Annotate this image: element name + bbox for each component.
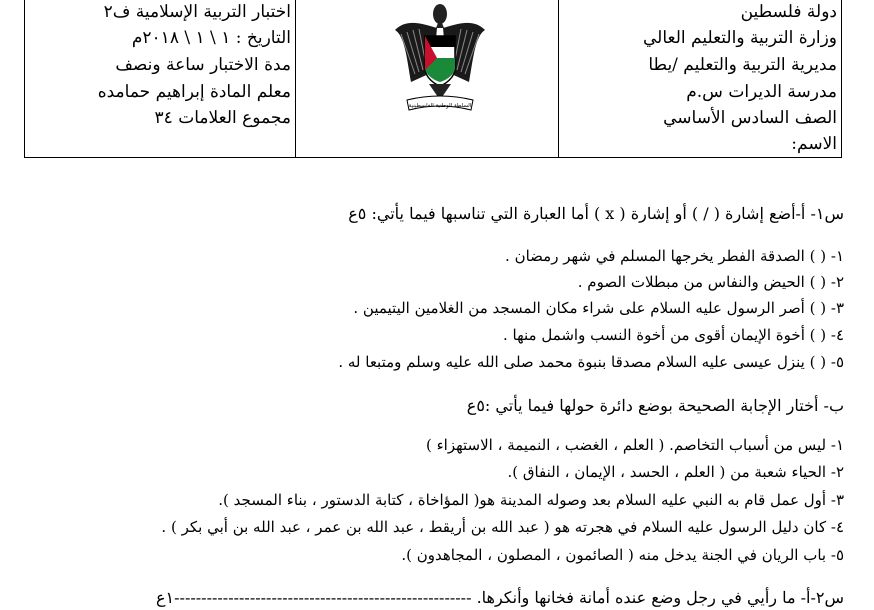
- q1a-item: ٣- ( ) أصر الرسول عليه السلام على شراء مكان المسجد من الغلامين اليتيمين .: [353, 299, 844, 317]
- header-name-label: الاسم:: [791, 134, 837, 154]
- header-table: [24, 0, 842, 158]
- q1a-item: ٢- ( ) الحيض والنفاس من مبطلات الصوم .: [577, 273, 844, 291]
- q1b-item: ٣- أول عمل قام به النبي عليه السلام بعد وصوله المدينة هو( المؤاخاة ، كتابة الدستور ، بناء المسجد ).: [218, 491, 844, 509]
- header-divider-right: [558, 0, 559, 158]
- q1b-item: ١- ليس من أسباب التخاصم. ( العلم ، الغضب ، النميمة ، الاستهزاء ): [425, 436, 844, 454]
- header-grade: الصف السادس الأساسي: [663, 108, 837, 128]
- q1b-item: ٤- كان دليل الرسول عليه السلام في هجرته هو ( عبد الله بن أريقط ، عبد الله بن عمر ، عبد الله بن أبي بكر ) .: [161, 518, 844, 536]
- q1a-item: ٤- ( ) أخوة الإيمان أقوى من أخوة النسب واشمل منها .: [502, 326, 844, 344]
- header-school: مدرسة الديرات س.م: [686, 82, 837, 102]
- q1a-title: س١- أ-أضع إشارة ( / ) أو إشارة ( x ) أما العبارة التي تناسبها فيما يأتي: ٥ع: [348, 204, 844, 223]
- header-teacher: معلم المادة إبراهيم حمامده: [97, 82, 291, 102]
- emblem-caption: السلطة الوطنية الفلسطينية: [408, 103, 472, 109]
- header-divider-left: [295, 0, 296, 158]
- q1b-item: ٢- الحياء شعبة من ( العلم ، الحسد ، الإيمان ، النفاق ).: [507, 463, 844, 481]
- q1a-item: ١- ( ) الصدقة الفطر يخرجها المسلم في شهر رمضان .: [505, 247, 844, 265]
- header-country: دولة فلسطين: [740, 2, 837, 22]
- header-date: التاريخ : ١ \ ١ \ ٢٠١٨م: [131, 28, 291, 48]
- q2-title: س٢-أ- ما رأيي في رجل وضع عنده أمانة فخانها وأنكرها. -------------------------------------------------------١ع: [156, 588, 844, 607]
- palestine-eagle-emblem: [385, 0, 495, 118]
- header-duration: مدة الاختبار ساعة ونصف: [115, 55, 291, 75]
- q1b-title: ب- أختار الإجابة الصحيحة بوضع دائرة حولها فيما يأتي :٥ع: [466, 396, 844, 415]
- header-exam-title: اختبار التربية الإسلامية ف٢: [103, 2, 291, 22]
- header-ministry: وزارة التربية والتعليم العالي: [642, 28, 837, 48]
- q1b-item: ٥- باب الريان في الجنة يدخل منه ( الصائمون ، المصلون ، المجاهدون ).: [401, 546, 844, 564]
- header-total-marks: مجموع العلامات ٣٤: [154, 108, 291, 128]
- q1a-item: ٥- ( ) ينزل عيسى عليه السلام مصدقا بنبوة محمد صلى الله عليه وسلم ومتبعا له .: [338, 353, 844, 371]
- header-directorate: مديرية التربية والتعليم /يطا: [648, 55, 837, 75]
